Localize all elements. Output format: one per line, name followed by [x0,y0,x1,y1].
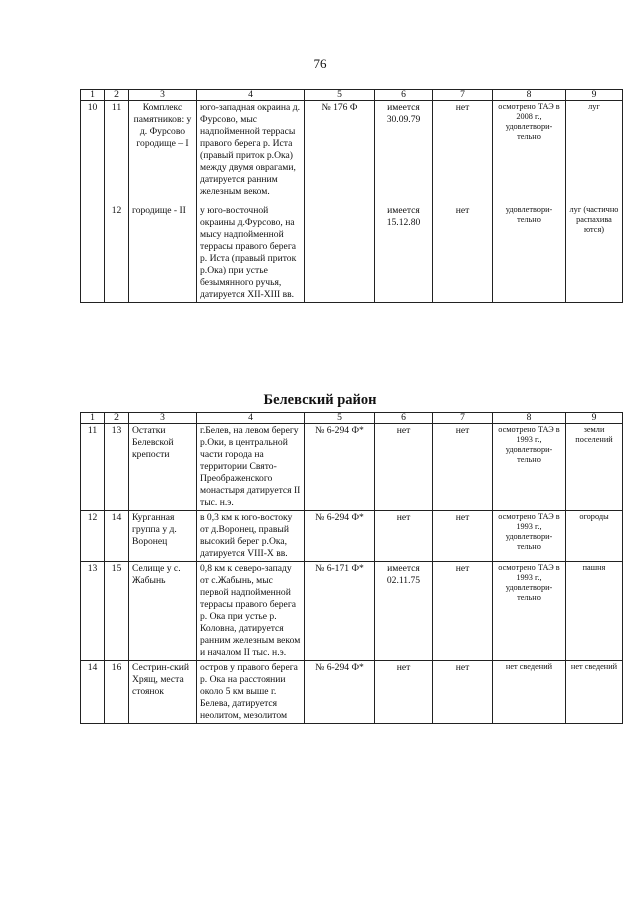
column-header: 1 [81,90,105,101]
column-header: 6 [375,413,433,424]
column-header: 4 [197,413,305,424]
row-number: 12 [81,510,105,561]
table-row [81,424,623,511]
passport-status: имеется 02.11.75 [375,561,433,660]
row-number: 11 [81,424,105,511]
document-number: № 176 Ф [305,101,375,199]
protection-obligation: нет [433,101,493,199]
passport-status: имеется 15.12.80 [375,199,433,302]
table-row [81,660,623,723]
header-row [81,90,623,101]
monument-name: Селище у с. Жабынь [129,561,197,660]
document-number [305,199,375,302]
table-row [81,101,623,199]
condition: осмотрено ТАЭ в 1993 г., удовлетвори-тельно [493,561,566,660]
column-header: 4 [197,90,305,101]
passport-status: нет [375,510,433,561]
monuments-table-1 [80,89,623,303]
column-header: 6 [375,90,433,101]
passport-status: нет [375,660,433,723]
row-number: 14 [81,660,105,723]
row-number [81,199,105,302]
column-header: 9 [566,413,623,424]
document-number: № 6-171 Ф* [305,561,375,660]
condition: осмотрено ТАЭ в 2008 г., удовлетвори-тельно [493,101,566,199]
row-number: 10 [81,101,105,199]
object-number: 16 [105,660,129,723]
condition: нет сведений [493,660,566,723]
monument-name: Комплекс памятников: у д. Фурсово городище – I [129,101,197,199]
column-header: 5 [305,413,375,424]
passport-status: имеется 30.09.79 [375,101,433,199]
table-row [81,510,623,561]
location-description: остров у правого берега р. Ока на расстоянии около 5 км выше г. Белева, датируется неолитом, мезолитом [197,660,305,723]
condition: удовлетвори-тельно [493,199,566,302]
location-description: юго-западная окраина д. Фурсово, мыс надпойменной террасы правого берега р. Иста (правый приток р.Ока) между двумя оврагами, датируется ранним железным веком. [197,101,305,199]
column-header: 7 [433,413,493,424]
passport-status: нет [375,424,433,511]
condition: осмотрено ТАЭ в 1993 г., удовлетвори-тельно [493,510,566,561]
location-description: 0,8 км к северо-западу от с.Жабынь, мыс первой надпойменной террасы правого берега р. Ока при устье р. Коловна, датируется ранним железным веком и началом II тыс. н.э. [197,561,305,660]
land-use: нет сведений [566,660,623,723]
column-header: 8 [493,90,566,101]
protection-obligation: нет [433,561,493,660]
land-use: луг [566,101,623,199]
monument-name: Сестрин-ский Хрящ, места стоянок [129,660,197,723]
table-row [81,199,623,302]
land-use: огороды [566,510,623,561]
monument-name: Курганная группа у д. Воронец [129,510,197,561]
protection-obligation: нет [433,510,493,561]
protection-obligation: нет [433,660,493,723]
object-number: 11 [105,101,129,199]
monuments-table-2 [80,412,623,724]
location-description: у юго-восточной окраины д.Фурсово, на мысу надпойменной террасы правого берега р. Иста (правый приток р.Ока) при устье безымянного ручья, датируется XII-XIII вв. [197,199,305,302]
row-number: 13 [81,561,105,660]
table-row [81,561,623,660]
object-number: 15 [105,561,129,660]
column-header: 7 [433,90,493,101]
condition: осмотрено ТАЭ в 1993 г., удовлетвори-тельно [493,424,566,511]
protection-obligation: нет [433,424,493,511]
column-header: 2 [105,413,129,424]
document-number: № 6-294 Ф* [305,510,375,561]
location-description: г.Белев, на левом берегу р.Оки, в центральной части города на территории Свято-Преображенского монастыря датируется II тыс. н.э. [197,424,305,511]
column-header: 9 [566,90,623,101]
object-number: 14 [105,510,129,561]
object-number: 13 [105,424,129,511]
column-header: 2 [105,90,129,101]
land-use: луг (частично распахива ются) [566,199,623,302]
monument-name: Остатки Белевской крепости [129,424,197,511]
column-header: 1 [81,413,105,424]
document-number: № 6-294 Ф* [305,660,375,723]
monument-name: городище - II [129,199,197,302]
section-title: Белевский район [263,392,377,408]
land-use: пашня [566,561,623,660]
location-description: в 0,3 км к юго-востоку от д.Воронец, правый высокий берег р.Ока, датируется VIII-X вв. [197,510,305,561]
header-row [81,413,623,424]
document-number: № 6-294 Ф* [305,424,375,511]
object-number: 12 [105,199,129,302]
land-use: земли поселений [566,424,623,511]
column-header: 3 [129,413,197,424]
column-header: 3 [129,90,197,101]
column-header: 5 [305,90,375,101]
protection-obligation: нет [433,199,493,302]
column-header: 8 [493,413,566,424]
page-number: 76 [313,56,327,71]
